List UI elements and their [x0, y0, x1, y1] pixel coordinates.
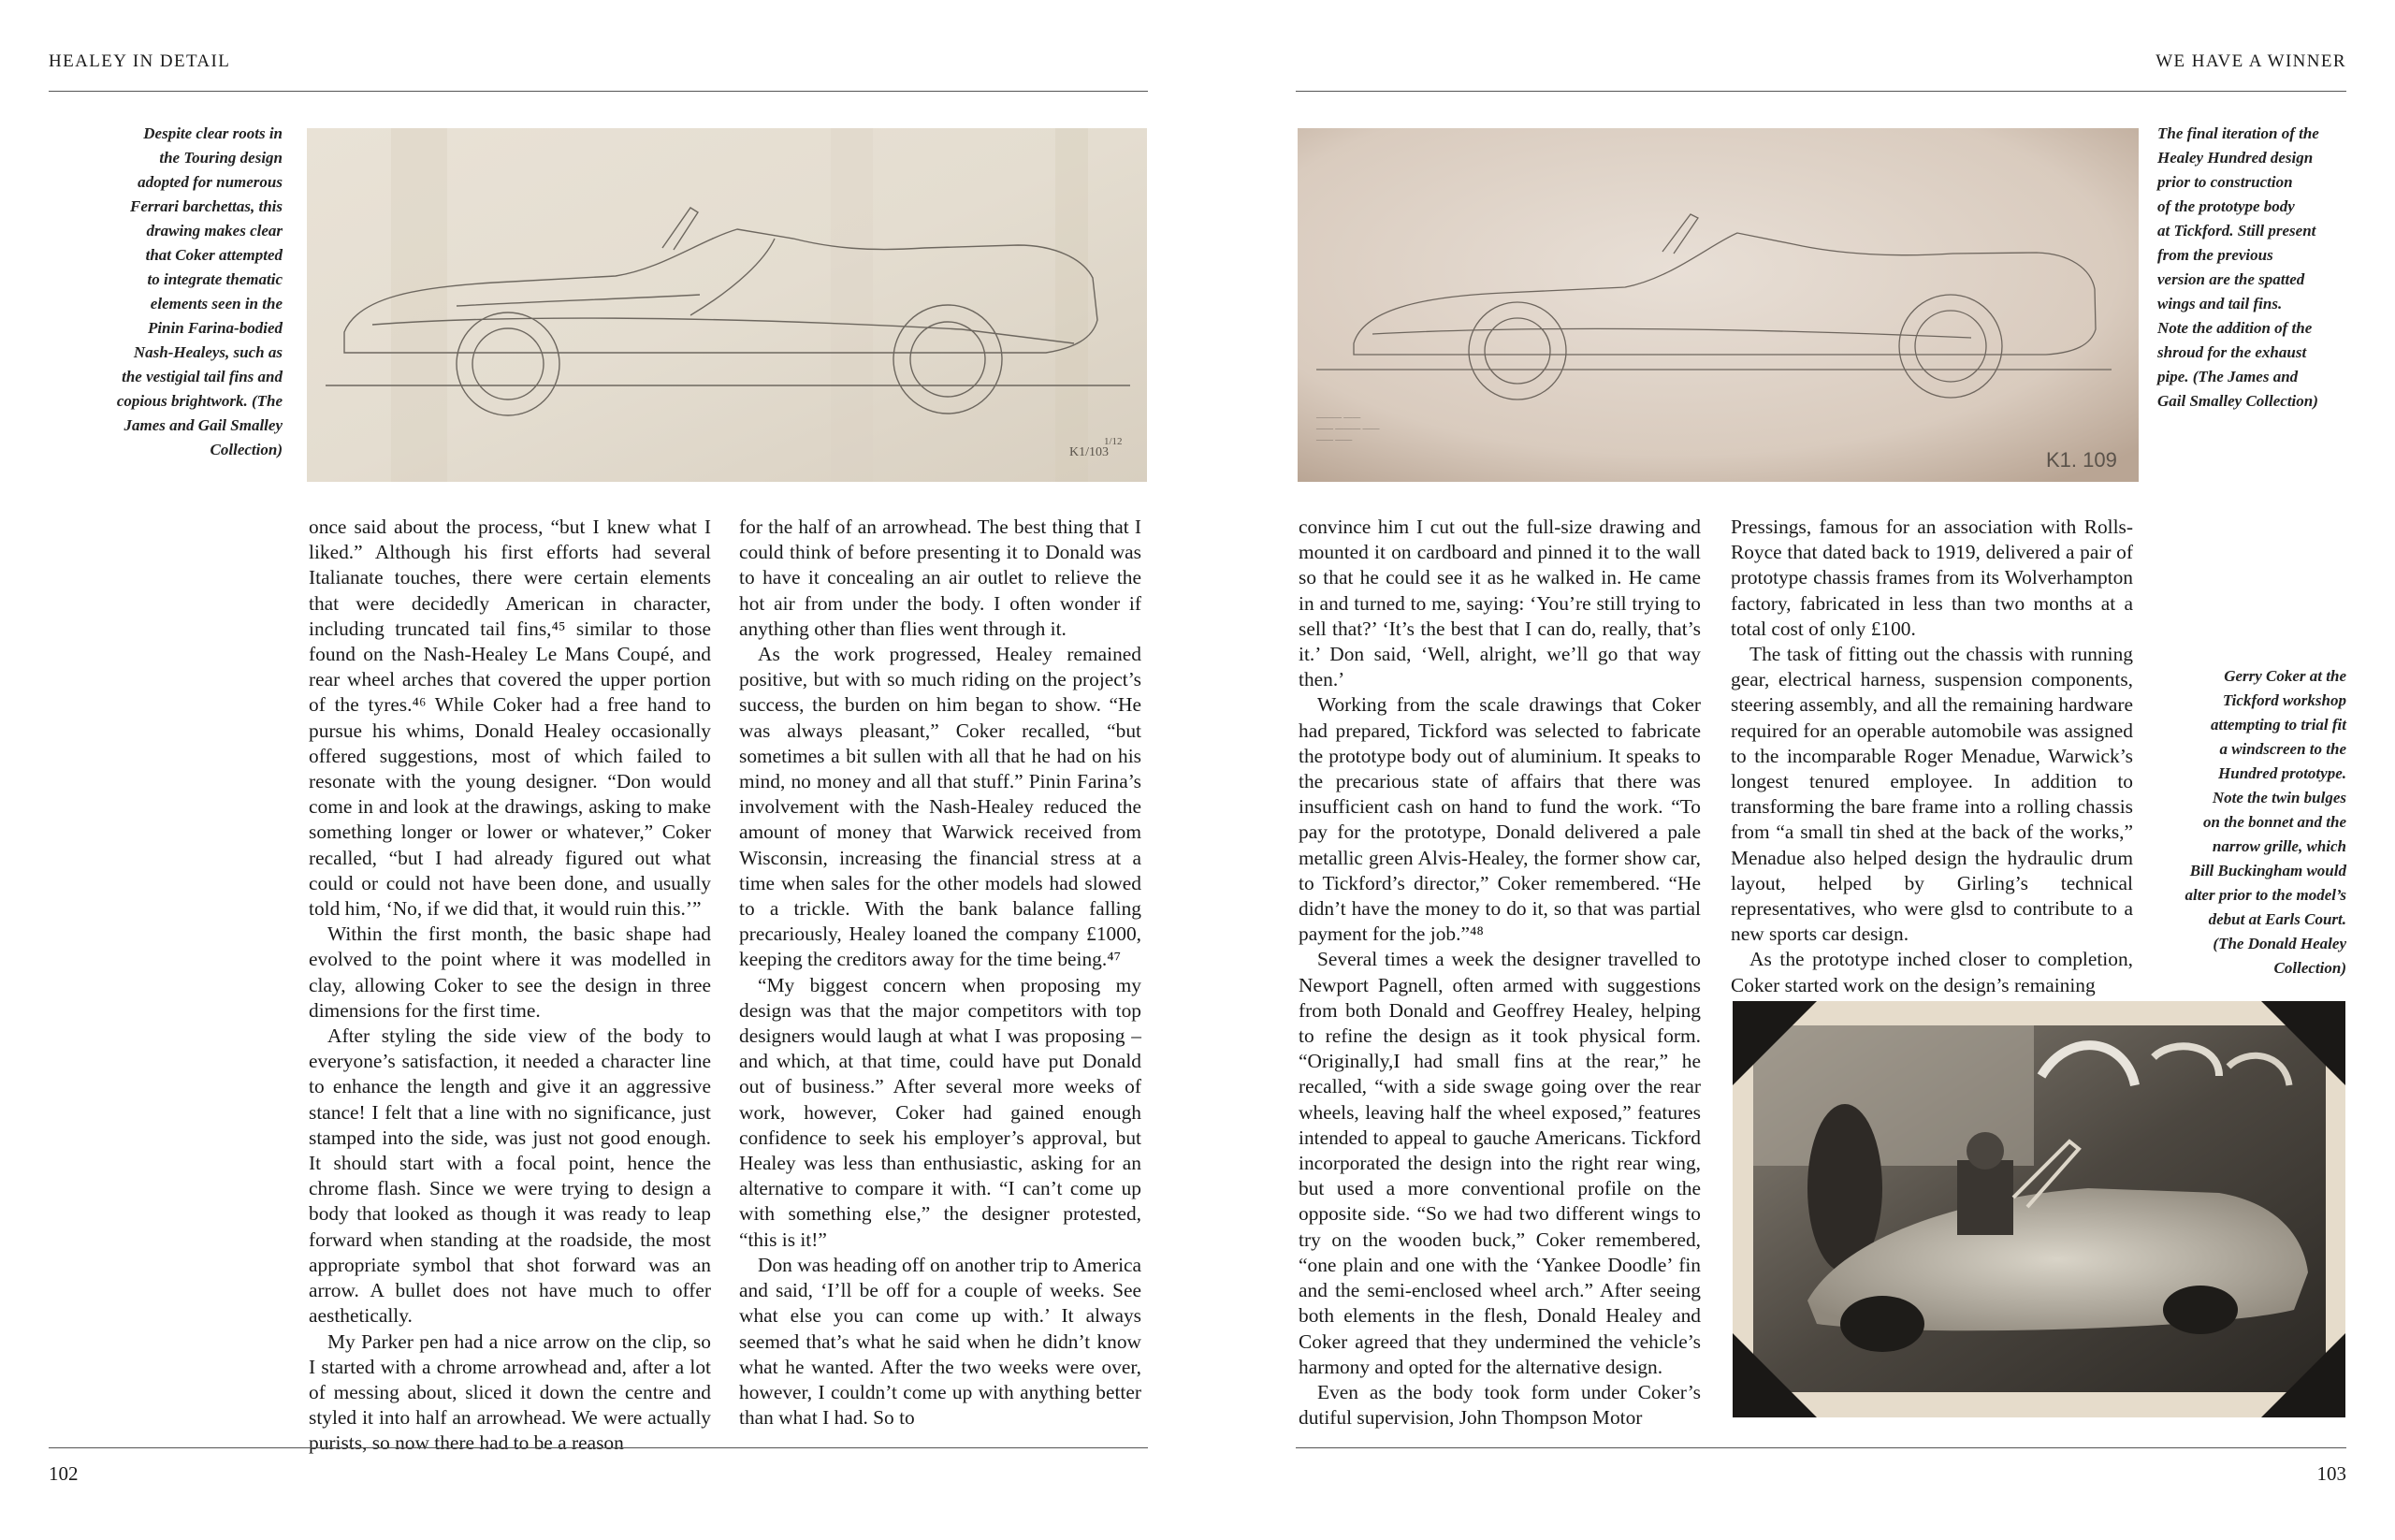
caption-line: Pinin Farina-bodied: [147, 319, 283, 337]
caption-line: elements seen in the: [150, 295, 283, 312]
svg-text:——— ——: ——— ——: [1316, 413, 1361, 422]
drawing-scale-mark: 1/12: [1104, 436, 1123, 447]
caption-line: from the previous: [2157, 246, 2273, 264]
body-paragraph: As the prototype inched closer to completion, Coker started work on the design’s remaining: [1731, 948, 2133, 996]
caption-photo: [2133, 664, 2346, 981]
caption-line: Healey Hundred design: [2157, 149, 2314, 167]
caption-line: the vestigial tail fins and: [122, 368, 283, 385]
body-paragraph: The task of fitting out the chassis with running gear, electrical harness, suspension components, steering assembly, and all the remaining hardware required for an operable automobile was assigned to the incomparable Roger Menadue, Warwick’s longest tenured employee. In addition to transforming the bare frame into a rolling chassis from “a small tin shed at the back of the works,” Menadue also helped design the hydraulic drum layout, helped by Girling’s technical representatives, who were glsd to contribute to a new sports car design.: [1731, 643, 2133, 946]
drawing-mark-k1-109: K1. 109: [2046, 448, 2117, 472]
running-head-right: WE HAVE A WINNER: [2156, 51, 2346, 71]
caption-line: Nash-Healeys, such as: [133, 343, 283, 361]
caption-line: narrow grille, which: [2212, 837, 2346, 855]
caption-line: The final iteration of the: [2157, 124, 2319, 142]
page-number-left: 102: [49, 1462, 79, 1485]
body-paragraph: Pressings, famous for an association with Rolls-Royce that dated back to 1919, delivered a pair of prototype chassis frames from its Wolverhampton factory, fabricated in less than two months at a total cost of only £100.: [1731, 516, 2133, 640]
caption-line: the Touring design: [159, 149, 283, 167]
header-rule-left: [49, 91, 1148, 92]
caption-line: version are the spatted: [2157, 270, 2305, 288]
design-drawing-k1-109: [1298, 128, 2139, 482]
caption-line: shroud for the exhaust: [2157, 343, 2307, 361]
caption-right-drawing: [2157, 122, 2354, 414]
right-page: [1198, 0, 2395, 1540]
caption-line: drawing makes clear: [146, 222, 283, 240]
footer-rule-left: [49, 1447, 1148, 1448]
caption-line: prior to construction: [2157, 173, 2293, 191]
drawing-mark-k1-103: K1/103: [1069, 445, 1109, 459]
design-drawing-k1-103: [307, 128, 1147, 482]
tickford-workshop-photo: [1733, 1001, 2345, 1417]
header-rule-right: [1296, 91, 2346, 92]
caption-line: alter prior to the model’s: [2185, 886, 2346, 904]
body-paragraph: once said about the process, “but I knew what I liked.” Although his first efforts had several Italianate touches, there were certain elements that were decidedly American in character, including truncated tail fins,⁴⁵ similar to those found on the Nash-Healey Le Mans Coupé, and rear wheel arches that covered the upper portion of the tyres.⁴⁶ While Coker had a free hand to pursue his whims, Donald Healey occasionally offered suggestions, most of which failed to resonate with the young designer. “Don would come in and look at the drawings, asking to make something longer or lower or whatever,” Coker recalled, “but I had already figured out what could or could not have been done, and usually told him, ‘No, if we did that, it would ruin this.’”: [309, 516, 711, 921]
caption-line: Note the twin bulges: [2212, 789, 2346, 806]
page-number-right: 103: [2316, 1462, 2346, 1485]
caption-line: Collection): [210, 441, 283, 458]
caption-line: Hundred prototype.: [2218, 764, 2346, 782]
right-column-1: [1299, 515, 1701, 1430]
caption-line: copious brightwork. (The: [116, 392, 283, 410]
body-paragraph: My Parker pen had a nice arrow on the clip, so I started with a chrome arrowhead and, after a lot of messing about, sliced it down the centre and styled it into half an arrowhead. We were actually purists, so now there had to be a reason: [309, 1329, 711, 1455]
caption-line: on the bonnet and the: [2202, 813, 2346, 831]
body-paragraph: Even as the body took form under Coker’s dutiful supervision, John Thompson Motor: [1299, 1380, 1701, 1430]
right-column-2: [1731, 515, 2133, 996]
body-paragraph: Several times a week the designer travelled to Newport Pagnell, often armed with suggestions from both Donald and Geoffrey Healey, helping to refine the design as it took physical form. “Originally,I had small fins at the rear,” he recalled, “with a side swage going over the rear wheels, leaving half the wheel exposed,” features intended to appeal to gauche Americans. Tickford incorporated the design into the right rear wing, but used a more conventional profile on the opposite side. “So we had two different wings to try on the wooden buck,” Coker remembered, “one plain and one with the ‘Yankee Doodle’ fin and the semi-enclosed wheel arch.” After seeing both elements in the flesh, Donald Healey and Coker agreed that they undermined the vehicle’s harmony and opted for the alternative design.: [1299, 948, 1701, 1378]
caption-line: debut at Earls Court.: [2208, 910, 2346, 928]
caption-line: that Coker attempted: [145, 246, 283, 264]
caption-line: James and Gail Smalley: [123, 416, 283, 434]
svg-text:—— ——— ——: —— ——— ——: [1316, 424, 1380, 433]
body-paragraph: After styling the side view of the body to everyone’s satisfaction, it needed a character line to enhance the length and give it an aggressive stance! I felt that a line with no significance, just stamped into the side, was just not good enough. It should start with a focal point, hence the chrome flash. Since we were trying to design a body that looked as though it was ready to leap forward when standing at the roadside, the most appropriate symbol that shot forward was an arrow. A bullet does not have much to offer aesthetically.: [309, 1024, 711, 1328]
caption-line: attempting to trial fit: [2211, 716, 2346, 734]
left-column-1: [309, 515, 711, 1455]
caption-line: Tickford workshop: [2222, 691, 2346, 709]
caption-line: Note the addition of the: [2157, 319, 2313, 337]
caption-line: Despite clear roots in: [143, 124, 283, 142]
body-paragraph: Working from the scale drawings that Coker had prepared, Tickford was selected to fabricate the prototype body out of aluminium. It speaks to the precarious state of affairs that there was insufficient cash on hand to fund the work. “To pay for the prototype, Donald delivered a pale metallic green Alvis-Healey, the former show car, to Tickford’s director,” Coker remembered. “He didn’t have the money to do it, so that was partial payment for the job.”⁴⁸: [1299, 693, 1701, 946]
body-paragraph: Within the first month, the basic shape had evolved to the point where it was modelled in clay, allowing Coker to see the design in three dimensions for the first time.: [309, 923, 711, 1022]
caption-line: to integrate thematic: [147, 270, 283, 288]
caption-left-drawing: [37, 122, 283, 462]
caption-line: at Tickford. Still present: [2157, 222, 2316, 240]
body-paragraph: “My biggest concern when proposing my design was that the major competitors with top designers would laugh at what I was proposing – and which, at that time, could have put Donald out of business.” After several more weeks of work, however, Coker had gained enough confidence to seek his employer’s approval, but Healey was less than enthusiastic, asking for an alternative to compare it with. “I can’t come up with something else,” the designer protested, “this is it!”: [739, 973, 1141, 1251]
caption-line: adopted for numerous: [138, 173, 283, 191]
caption-line: Bill Buckingham would: [2189, 862, 2346, 879]
body-paragraph: As the work progressed, Healey remained positive, but with so much riding on the project’s success, the burden on him began to show. “He was always pleasant,” Coker recalled, “but sometimes a bit sullen with all that he had on his mind, no money and all that stuff.” Pinin Farina’s involvement with the Nash-Healey reduced the amount of money that Warwick received from Wisconsin, increasing the financial stress at a time when sales for the other models had slowed to a trickle. With the bank balance falling precariously, Healey loaned the company £1000, keeping the creditors away for the time being.⁴⁷: [739, 643, 1141, 971]
body-paragraph: convince him I cut out the full-size drawing and mounted it on cardboard and pinned it to the wall so that he could see it as he walked in. He came in and turned to me, saying: ‘You’re still trying to sell that?’ ‘It’s the best that I can do, really, that’s it.’ Don said, ‘Well, alright, we’ll go that way then.’: [1299, 516, 1701, 691]
footer-rule-right: [1296, 1447, 2346, 1448]
caption-line: of the prototype body: [2157, 197, 2295, 215]
running-head-left: HEALEY IN DETAIL: [49, 51, 231, 71]
caption-line: Gerry Coker at the: [2224, 667, 2346, 685]
body-paragraph: for the half of an arrowhead. The best thing that I could think of before presenting it to Donald was to have it concealing an air outlet to relieve the hot air from under the body. I often wonder if anything other than flies went through it.: [739, 516, 1141, 640]
caption-line: (The Donald Healey: [2213, 935, 2346, 952]
left-column-2: [739, 515, 1141, 1430]
caption-line: Ferrari barchettas, this: [130, 197, 283, 215]
caption-line: wings and tail fins.: [2157, 295, 2283, 312]
caption-line: a windscreen to the: [2219, 740, 2346, 758]
caption-line: pipe. (The James and: [2157, 368, 2299, 385]
caption-line: Collection): [2273, 959, 2346, 977]
caption-line: Gail Smalley Collection): [2157, 392, 2318, 410]
svg-text:—— ——: —— ——: [1316, 435, 1353, 444]
body-paragraph: Don was heading off on another trip to America and said, ‘I’ll be off for a couple of weeks. See what else you can come up with.’ It always seemed that’s what he said when he didn’t know what he wanted. After the two weeks were over, however, I couldn’t come up with anything better than what I had. So to: [739, 1253, 1141, 1430]
